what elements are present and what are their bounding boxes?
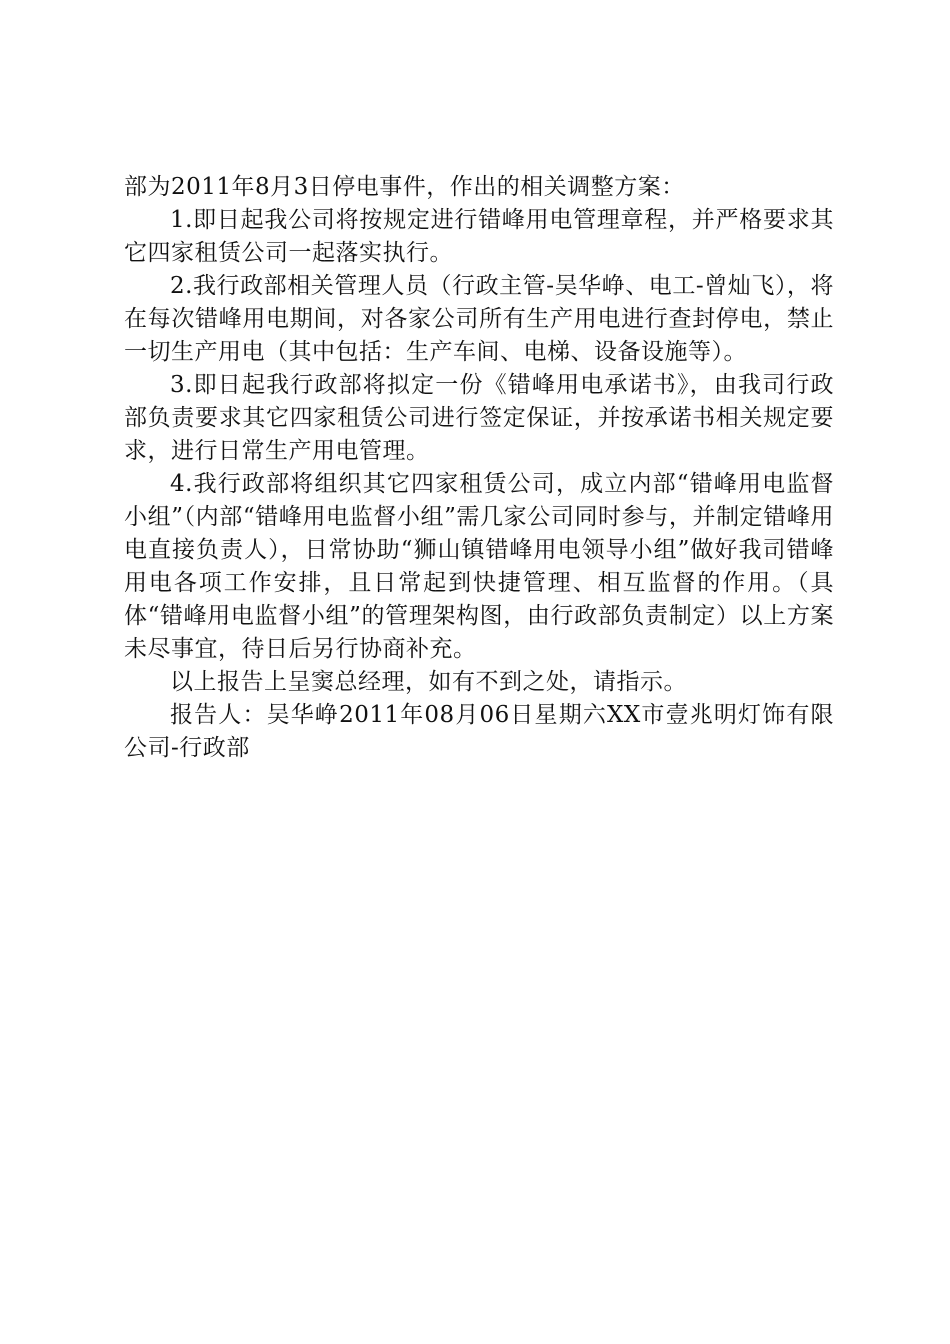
item-3-paragraph: 3.即日起我行政部将拟定一份《错峰用电承诺书》，由我司行政部负责要求其它四家租赁公司进行签定保证，并按承诺书相关规定要求，进行日常生产用电管理。 — [124, 372, 834, 464]
item-4-paragraph: 4.我行政部将组织其它四家租赁公司，成立内部“错峰用电监督小组”（内部“错峰用电监督小组”需几家公司同时参与，并制定错峰用电直接负责人），日常协助“狮山镇错峰用电领导小组”做好我司错峰用电各项工作安排，且日常起到快捷管理、相互监督的作用。（具体“错峰用电监督小组”的管理架构图，由行政部负责制定）以上方案未尽事宜，待日后另行协商补充。 — [124, 471, 834, 662]
closing-paragraph: 以上报告上呈窦总经理，如有不到之处，请指示。 — [170, 669, 687, 695]
intro-paragraph: 部为2011年8月3日停电事件，作出的相关调整方案： — [124, 174, 685, 200]
signature-paragraph: 报告人：吴华峥2011年08月06日星期六XX市壹兆明灯饰有限公司-行政部 — [124, 702, 834, 761]
document-body — [124, 171, 834, 765]
item-1-paragraph: 1.即日起我公司将按规定进行错峰用电管理章程，并严格要求其它四家租赁公司一起落实执行。 — [124, 207, 834, 266]
item-2-paragraph: 2.我行政部相关管理人员（行政主管-吴华峥、电工-曾灿飞），将在每次错峰用电期间，对各家公司所有生产用电进行查封停电，禁止一切生产用电（其中包括：生产车间、电梯、设备设施等）。 — [124, 273, 834, 365]
